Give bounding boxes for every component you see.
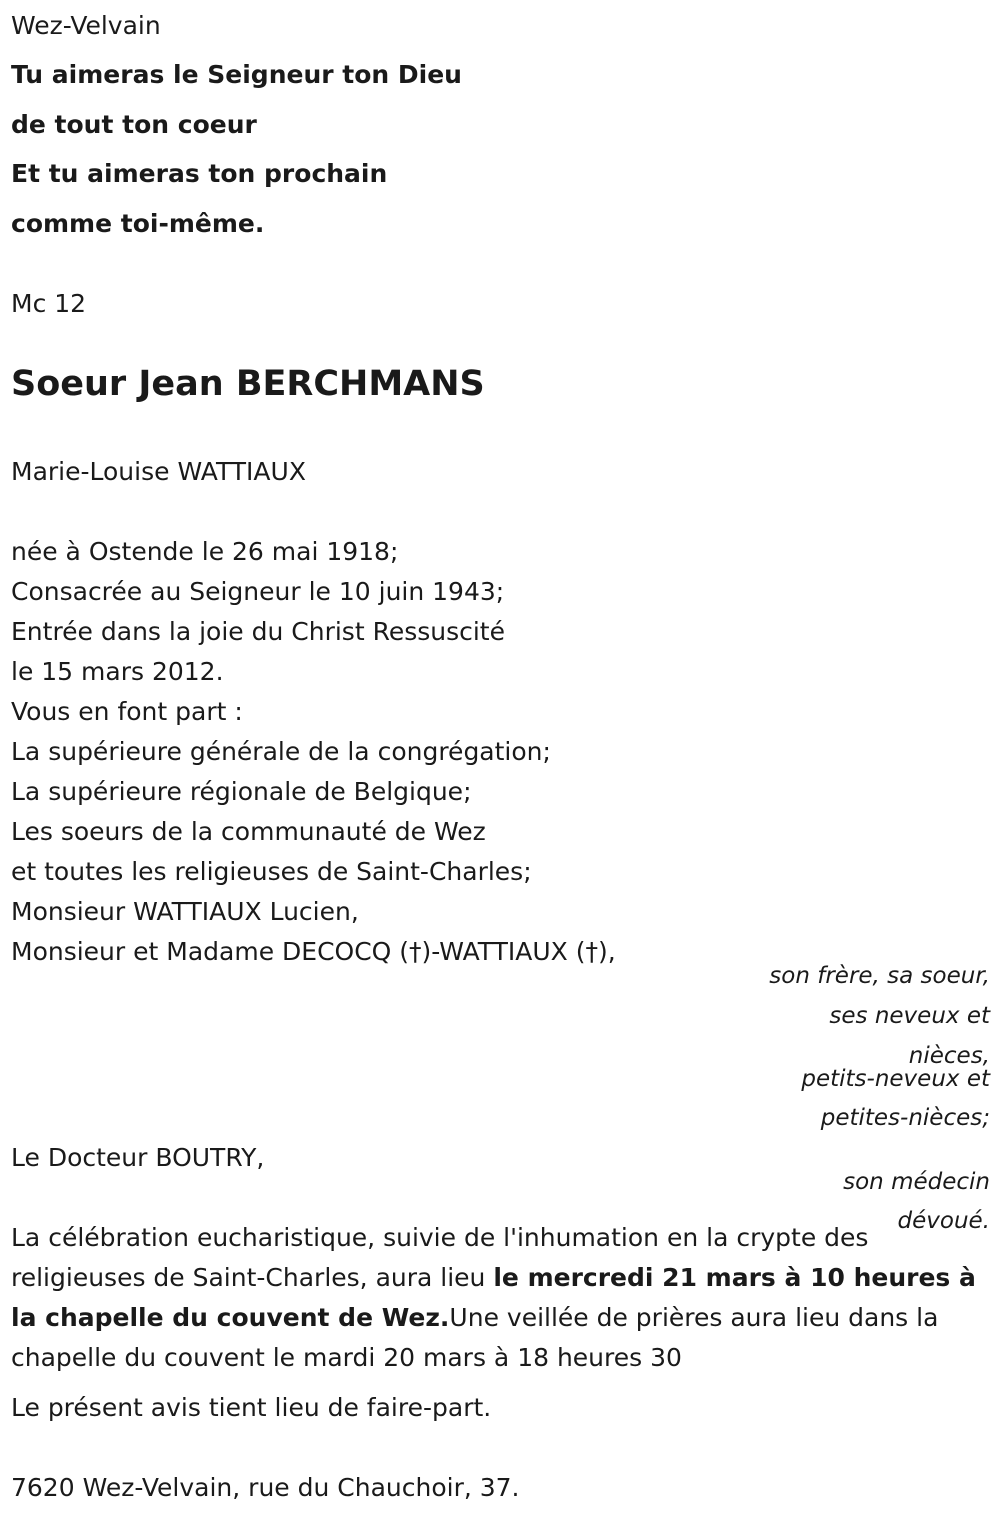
detail-line-10: Monsieur WATTIAUX Lucien, <box>11 897 359 926</box>
quote-line-4: comme toi-même. <box>11 209 265 238</box>
detail-line-2: Consacrée au Seigneur le 10 juin 1943; <box>11 577 505 606</box>
detail-line-5: Vous en font part : <box>11 697 243 726</box>
quote-line-1: Tu aimeras le Seigneur ton Dieu <box>11 60 462 89</box>
doctor-role-2: dévoué. <box>897 1208 990 1234</box>
detail-line-3: Entrée dans la joie du Christ Ressuscité <box>11 617 505 646</box>
detail-line-9: et toutes les religieuses de Saint-Charles; <box>11 857 532 886</box>
family-role-4: petits-neveux et <box>801 1066 990 1092</box>
address-line: 7620 Wez-Velvain, rue du Chauchoir, 37. <box>11 1473 520 1502</box>
detail-line-4: le 15 mars 2012. <box>11 657 224 686</box>
family-role-3: nièces, <box>908 1043 990 1069</box>
quote-line-2: de tout ton coeur <box>11 110 257 139</box>
celebration-emphasis: le mercredi 21 mars à 10 heures à la chapelle du couvent de Wez. <box>11 1263 976 1332</box>
celebration-paragraph <box>11 1218 996 1378</box>
family-role-5: petites-nièces; <box>820 1105 990 1131</box>
celebration-outro: Une veillée de prières aura lieu dans la chapelle du couvent le mardi 20 mars à 18 heures 30 <box>11 1303 939 1372</box>
quote-line-3: Et tu aimeras ton prochain <box>11 159 388 188</box>
family-role-2: ses neveux et <box>829 1003 990 1029</box>
detail-line-8: Les soeurs de la communauté de Wez <box>11 817 486 846</box>
location-header: Wez-Velvain <box>11 11 161 40</box>
notice-line: Le présent avis tient lieu de faire-part. <box>11 1393 492 1422</box>
celebration-intro: La célébration eucharistique, suivie de l'inhumation en la crypte des religieuses de Saint-Charles, aura lieu <box>11 1223 869 1292</box>
quote-reference: Mc 12 <box>11 289 87 318</box>
detail-line-1: née à Ostende le 26 mai 1918; <box>11 537 399 566</box>
civil-name: Marie-Louise WATTIAUX <box>11 457 306 486</box>
detail-line-6: La supérieure générale de la congrégation; <box>11 737 551 766</box>
doctor-line: Le Docteur BOUTRY, <box>11 1143 265 1172</box>
detail-line-7: La supérieure régionale de Belgique; <box>11 777 472 806</box>
deceased-name: Soeur Jean BERCHMANS <box>11 364 485 404</box>
detail-line-11: Monsieur et Madame DECOCQ (†)-WATTIAUX (†), <box>11 937 616 966</box>
family-role-1: son frère, sa soeur, <box>769 963 990 989</box>
doctor-role-1: son médecin <box>843 1169 990 1195</box>
